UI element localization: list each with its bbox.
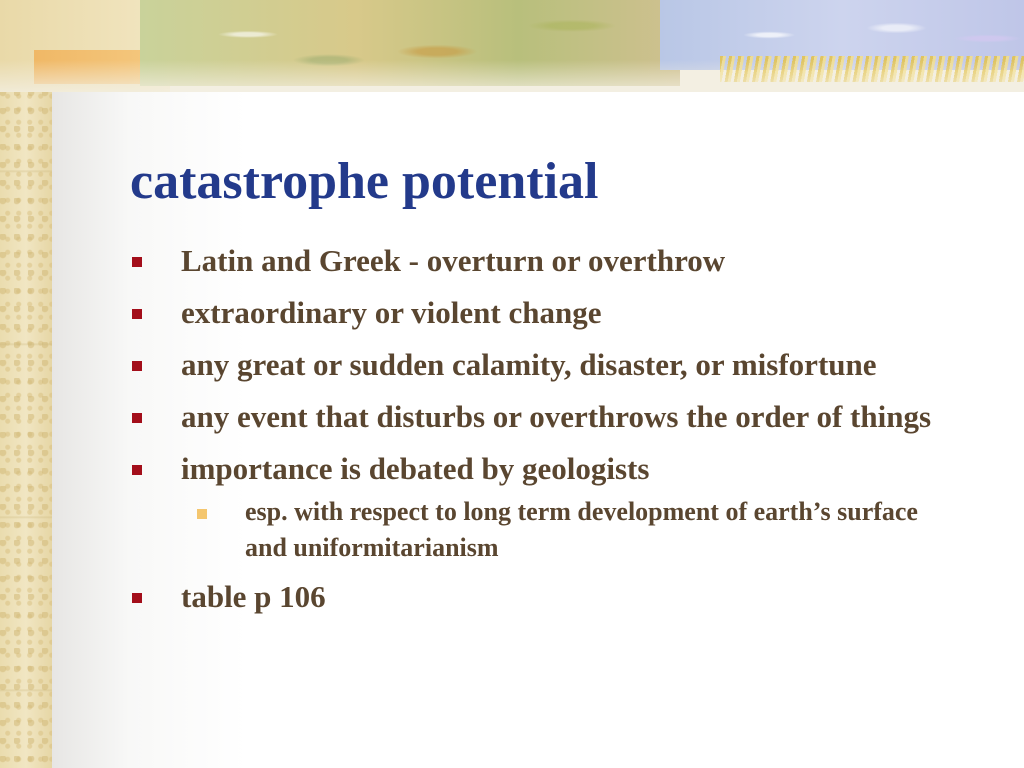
bullet-item — [130, 240, 950, 282]
left-decorative-strip — [0, 0, 52, 768]
sub-bullet-item — [181, 494, 950, 566]
square-sub-bullet-icon — [197, 509, 207, 519]
bullet-text: any event that disturbs or overthrows the order of things — [181, 399, 932, 434]
bullet-text: extraordinary or violent change — [181, 295, 602, 330]
square-bullet-icon — [132, 309, 142, 319]
bullet-item — [130, 576, 950, 618]
bullet-list — [130, 240, 950, 628]
top-decorative-banner — [0, 0, 1024, 92]
banner-fade — [0, 60, 1024, 92]
sub-bullet-text: esp. with respect to long term development of earth’s surface and uniformitarianism — [245, 497, 918, 562]
sub-bullet-list — [181, 494, 950, 566]
bullet-text: any great or sudden calamity, disaster, or misfortune — [181, 347, 877, 382]
square-bullet-icon — [132, 413, 142, 423]
bullet-text: importance is debated by geologists — [181, 451, 650, 486]
square-bullet-icon — [132, 465, 142, 475]
slide-title: catastrophe potential — [130, 153, 599, 210]
bullet-item — [130, 344, 950, 386]
square-bullet-icon — [132, 593, 142, 603]
bullet-item — [130, 448, 950, 566]
bullet-item — [130, 292, 950, 334]
square-bullet-icon — [132, 361, 142, 371]
bullet-text: table p 106 — [181, 579, 326, 614]
bullet-item — [130, 396, 950, 438]
square-bullet-icon — [132, 257, 142, 267]
bullet-text: Latin and Greek - overturn or overthrow — [181, 243, 726, 278]
